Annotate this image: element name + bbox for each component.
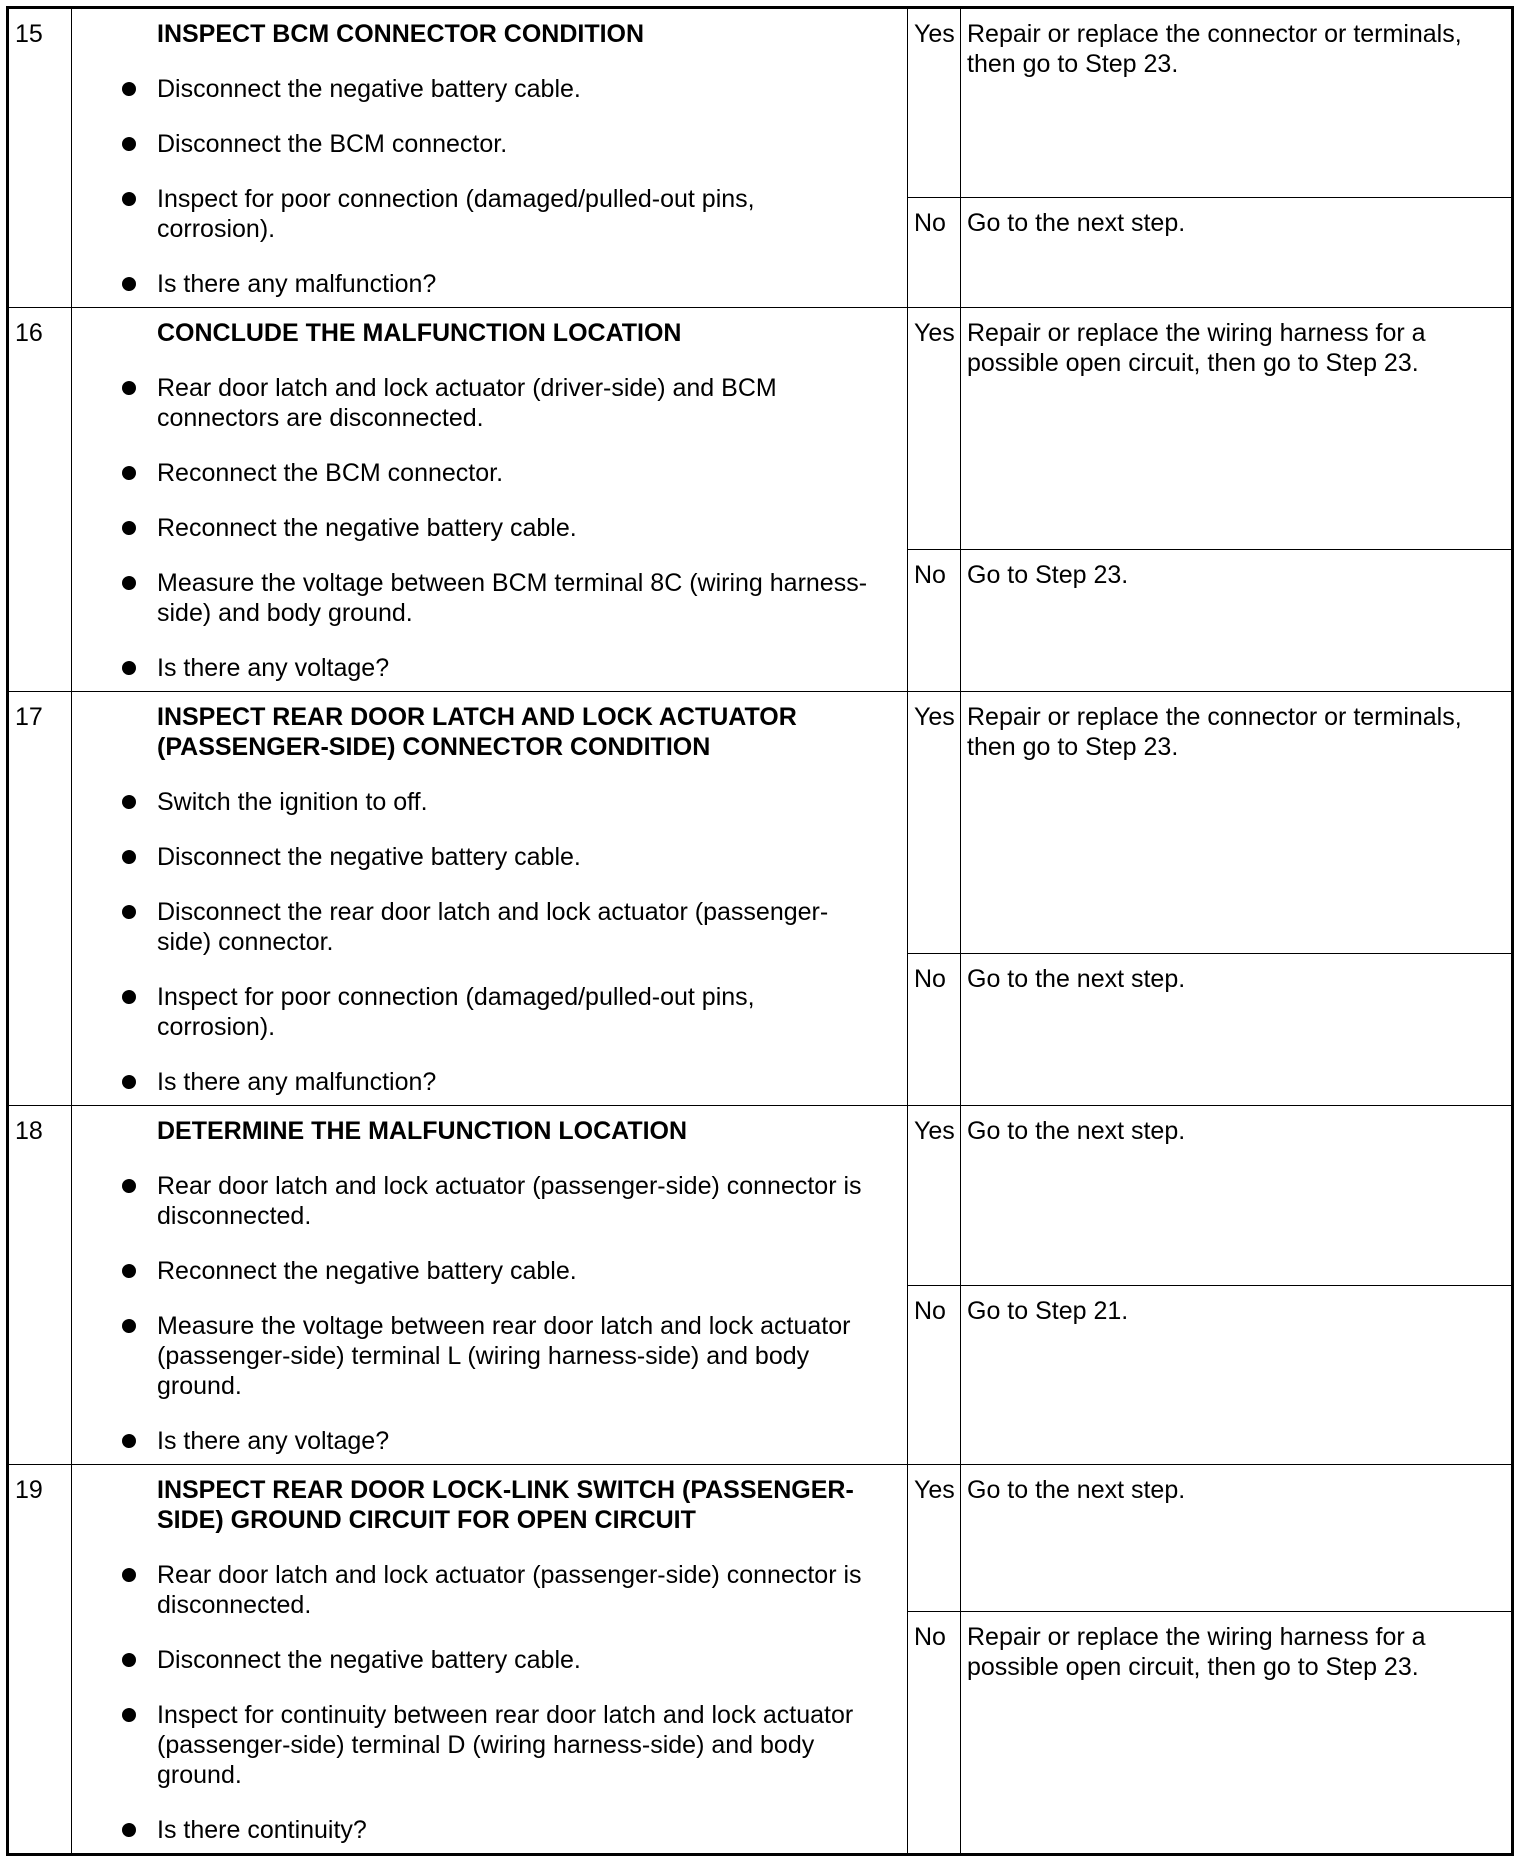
bullet-icon (122, 1319, 136, 1333)
action-list (72, 74, 877, 299)
action-list (72, 1560, 877, 1845)
action-item: Reconnect the negative battery cable. (72, 1256, 877, 1286)
bullet-icon (122, 1568, 136, 1582)
action-item: Rear door latch and lock actuator (driver-side) and BCM connectors are disconnected. (72, 373, 877, 433)
action-item: Disconnect the rear door latch and lock actuator (passenger-side) connector. (72, 897, 877, 957)
action-item: Disconnect the BCM connector. (72, 129, 877, 159)
yes-label: Yes (908, 308, 961, 550)
action-item: Disconnect the negative battery cable. (72, 74, 877, 104)
step-row-yes (8, 8, 1513, 198)
step-title: INSPECT BCM CONNECTOR CONDITION (157, 20, 645, 48)
step-actions (72, 1465, 908, 1855)
bullet-icon (122, 82, 136, 96)
bullet-icon (122, 1179, 136, 1193)
action-list (72, 373, 877, 683)
action-item: Inspect for poor connection (damaged/pulled-out pins, corrosion). (72, 184, 877, 244)
step-row-yes (8, 1106, 1513, 1286)
yes-result: Go to the next step. (961, 1465, 1513, 1612)
diagnostic-procedure-table (6, 6, 1514, 1856)
no-result: Go to the next step. (961, 197, 1513, 307)
action-item: Switch the ignition to off. (72, 787, 877, 817)
yes-label: Yes (908, 1465, 961, 1612)
bullet-icon (122, 1708, 136, 1722)
step-number: 19 (8, 1465, 72, 1855)
action-item: Is there any malfunction? (72, 269, 877, 299)
action-item: Is there any voltage? (72, 1426, 877, 1456)
no-label: No (908, 549, 961, 691)
step-number: 18 (8, 1106, 72, 1465)
action-item: Reconnect the BCM connector. (72, 458, 877, 488)
bullet-icon (122, 850, 136, 864)
action-item: Measure the voltage between BCM terminal 8C (wiring harness-side) and body ground. (72, 568, 877, 628)
bullet-icon (122, 795, 136, 809)
action-item: Is there any voltage? (72, 653, 877, 683)
action-list (72, 787, 877, 1097)
bullet-icon (122, 576, 136, 590)
step-actions (72, 8, 908, 308)
no-label: No (908, 1611, 961, 1855)
step-actions (72, 1106, 908, 1465)
action-item: Measure the voltage between rear door latch and lock actuator (passenger-side) terminal L (wiring harness-side) and body ground. (72, 1311, 877, 1401)
no-result: Go to Step 21. (961, 1285, 1513, 1465)
action-item: Is there continuity? (72, 1815, 877, 1845)
step-actions (72, 692, 908, 1106)
action-item: Is there any malfunction? (72, 1067, 877, 1097)
bullet-icon (122, 192, 136, 206)
step-actions (72, 308, 908, 692)
bullet-icon (122, 1264, 136, 1278)
step-row-yes (8, 1465, 1513, 1612)
action-item: Rear door latch and lock actuator (passenger-side) connector is disconnected. (72, 1560, 877, 1620)
yes-label: Yes (908, 8, 961, 198)
bullet-icon (122, 990, 136, 1004)
step-row-yes (8, 308, 1513, 550)
no-label: No (908, 953, 961, 1105)
bullet-icon (122, 277, 136, 291)
bullet-icon (122, 381, 136, 395)
step-title: INSPECT REAR DOOR LOCK-LINK SWITCH (PASSENGER-SIDE) GROUND CIRCUIT FOR OPEN CIRCUIT (157, 1476, 854, 1534)
step-title: CONCLUDE THE MALFUNCTION LOCATION (157, 319, 682, 347)
bullet-icon (122, 1075, 136, 1089)
bullet-icon (122, 1823, 136, 1837)
step-row-yes (8, 692, 1513, 954)
bullet-icon (122, 905, 136, 919)
bullet-icon (122, 137, 136, 151)
yes-result: Repair or replace the connector or terminals, then go to Step 23. (961, 692, 1513, 954)
step-number: 15 (8, 8, 72, 308)
action-item: Disconnect the negative battery cable. (72, 842, 877, 872)
bullet-icon (122, 661, 136, 675)
yes-result: Repair or replace the connector or terminals, then go to Step 23. (961, 8, 1513, 198)
step-number: 17 (8, 692, 72, 1106)
action-item: Inspect for continuity between rear door latch and lock actuator (passenger-side) terminal D (wiring harness-side) and body ground. (72, 1700, 877, 1790)
no-result: Go to Step 23. (961, 549, 1513, 691)
no-label: No (908, 1285, 961, 1465)
step-title: INSPECT REAR DOOR LATCH AND LOCK ACTUATOR (PASSENGER-SIDE) CONNECTOR CONDITION (157, 703, 797, 761)
step-number: 16 (8, 308, 72, 692)
yes-label: Yes (908, 1106, 961, 1286)
action-item: Inspect for poor connection (damaged/pulled-out pins, corrosion). (72, 982, 877, 1042)
bullet-icon (122, 521, 136, 535)
step-title: DETERMINE THE MALFUNCTION LOCATION (157, 1117, 688, 1145)
no-result: Go to the next step. (961, 953, 1513, 1105)
no-result: Repair or replace the wiring harness for a possible open circuit, then go to Step 23. (961, 1611, 1513, 1855)
bullet-icon (122, 466, 136, 480)
action-item: Reconnect the negative battery cable. (72, 513, 877, 543)
yes-label: Yes (908, 692, 961, 954)
bullet-icon (122, 1653, 136, 1667)
action-item: Rear door latch and lock actuator (passenger-side) connector is disconnected. (72, 1171, 877, 1231)
action-list (72, 1171, 877, 1456)
yes-result: Go to the next step. (961, 1106, 1513, 1286)
yes-result: Repair or replace the wiring harness for a possible open circuit, then go to Step 23. (961, 308, 1513, 550)
action-item: Disconnect the negative battery cable. (72, 1645, 877, 1675)
bullet-icon (122, 1434, 136, 1448)
no-label: No (908, 197, 961, 307)
